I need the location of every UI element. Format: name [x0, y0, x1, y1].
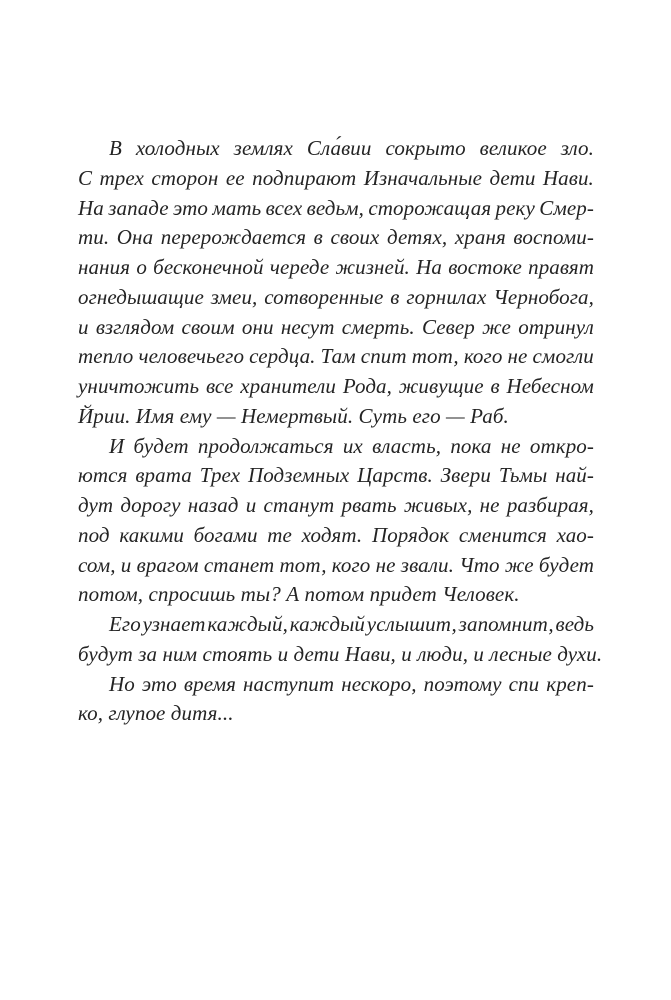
- text-line: тепло человечьего сердца. Там спит тот, кого не смогли: [78, 344, 594, 369]
- text-line: будут за ним стоять и дети Нави, и люди, и лесные духи.: [78, 641, 603, 666]
- text-line: нания о бесконечной череде жизней. На востоке правят: [78, 255, 594, 279]
- text-line: дут дорогу назад и станут рвать живых, не разбирая,: [78, 493, 594, 517]
- text-line: уничтожить все хранители Рода, живущие в Небесном: [78, 374, 594, 398]
- text-line: На западе это мать всех ведьм, сторожащая реку Смер-: [78, 195, 594, 220]
- text-line: В холодных землях Сла́вии сокрыто великое зло.: [109, 136, 594, 160]
- text-line: И будет продолжаться их власть, пока не откро-: [109, 433, 594, 458]
- text-line: ко, глупое дитя...: [78, 701, 234, 726]
- text-line: ти. Она перерождается в своих детях, храня воспоми-: [78, 225, 594, 250]
- text-line: потом, спросишь ты? А потом придет Человек.: [78, 582, 520, 607]
- text-line: и взглядом своим они несут смерть. Север же отринул: [78, 314, 594, 339]
- paragraph: [78, 670, 594, 730]
- text-line: Его узнает каждый, каждый услышит, запомнит, ведь: [109, 612, 594, 636]
- text-line: сом, и врагом станет тот, кого не звали. Что же будет: [78, 552, 594, 577]
- text-line: под какими богами те ходят. Порядок сменится хао-: [78, 522, 594, 547]
- text-line: огнедышащие змеи, сотворенные в горнилах Чернобога,: [78, 284, 594, 309]
- text-line: С трех сторон ее подпирают Изначальные дети Нави.: [78, 165, 594, 190]
- paragraph: [78, 432, 594, 611]
- paragraph: [78, 134, 594, 432]
- text-line: Но это время наступит нескоро, поэтому спи креп-: [109, 671, 594, 696]
- text-line: Йрии. Имя ему — Немертвый. Суть его — Раб.: [78, 403, 509, 428]
- paragraph: [78, 610, 603, 670]
- text-block: [78, 134, 603, 729]
- text-line: ются врата Трех Подземных Царств. Звери Тьмы най-: [78, 463, 594, 488]
